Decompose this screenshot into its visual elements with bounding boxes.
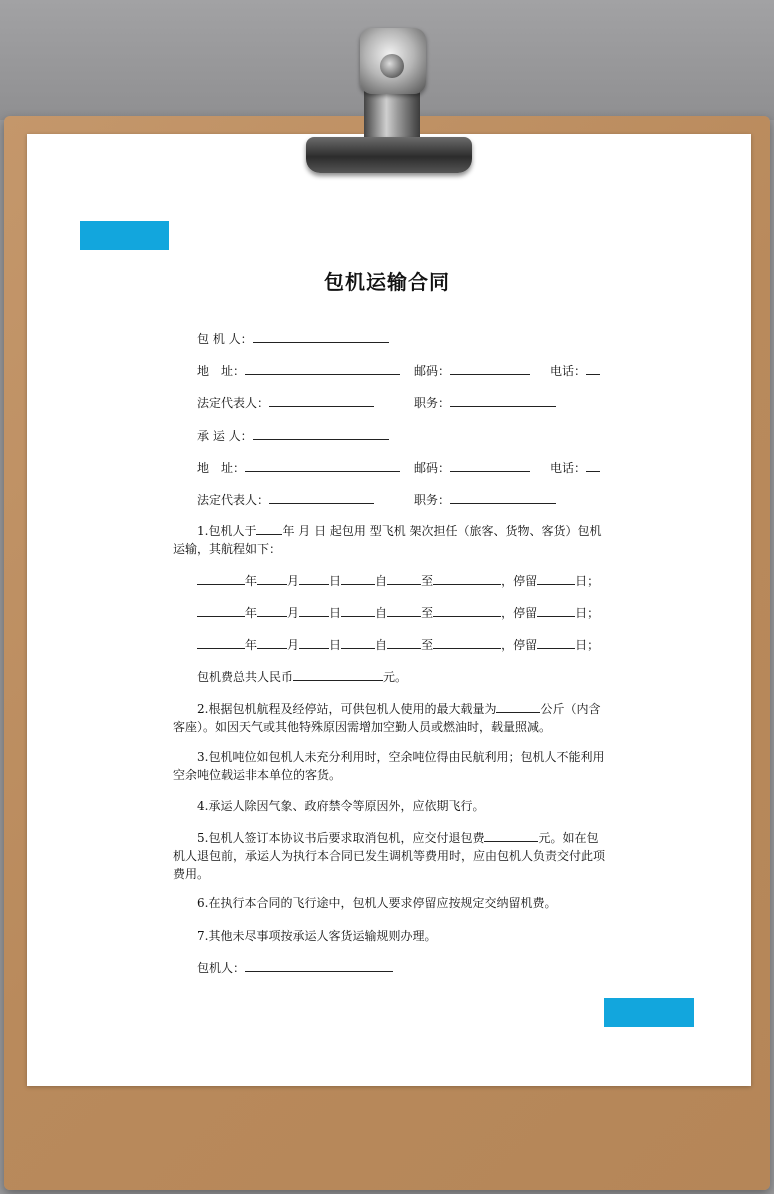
carrier-name-field[interactable] (253, 427, 389, 440)
route-year-label: 年 (245, 606, 258, 620)
clause-7: 7.其他未尽事项按承运人客货运输规则办理。 (197, 929, 437, 943)
route-year-field[interactable] (197, 604, 245, 617)
route-year-field[interactable] (197, 636, 245, 649)
route-origin-field[interactable] (387, 572, 421, 585)
route-day-label: 日 (329, 638, 342, 652)
charterer-postcode-row (414, 362, 530, 379)
carrier-phone-field[interactable] (586, 459, 600, 472)
charterer-rep-field[interactable] (269, 394, 374, 407)
route-to-label: 至 (421, 574, 434, 588)
clause-5 (173, 829, 605, 883)
carrier-rep-label: 法定代表人： (197, 493, 270, 507)
route-to-label: 至 (421, 606, 434, 620)
accent-tag-bottom-right (604, 998, 694, 1027)
charter-fee-row (197, 668, 407, 685)
clause-2 (173, 700, 605, 736)
clause-1-text-a: 1.包机人于 (197, 524, 257, 538)
charterer-name-row (197, 330, 389, 347)
route-year-field[interactable] (197, 572, 245, 585)
route-to-label: 至 (421, 638, 434, 652)
route-days-label: 日； (575, 606, 600, 620)
route-month-field[interactable] (257, 636, 287, 649)
route-stay-field[interactable] (537, 636, 575, 649)
route-day-label: 日 (329, 574, 342, 588)
route-time-field[interactable] (341, 572, 375, 585)
carrier-postcode-row (414, 459, 530, 476)
route-from-label: 自 (375, 574, 388, 588)
route-row-3 (197, 636, 599, 653)
signature-row (197, 959, 393, 976)
clause-6: 6.在执行本合同的飞行途中，包机人要求停留应按规定交纳留机费。 (197, 896, 557, 910)
route-destination-field[interactable] (433, 572, 501, 585)
signature-label: 包机人： (197, 961, 246, 975)
clause-2-text-a: 2.根据包机航程及经停站，可供包机人使用的最大载量为 (197, 702, 497, 716)
route-row-2 (197, 604, 599, 621)
route-row-1 (197, 572, 599, 589)
route-month-field[interactable] (257, 572, 287, 585)
charterer-position-field[interactable] (450, 394, 556, 407)
accent-tag-top-left (80, 221, 169, 250)
route-days-label: 日； (575, 638, 600, 652)
cancel-fee-field[interactable] (484, 829, 538, 842)
carrier-address-field[interactable] (245, 459, 400, 472)
charterer-rep-label: 法定代表人： (197, 396, 270, 410)
signature-field[interactable] (245, 959, 393, 972)
route-stay-field[interactable] (537, 572, 575, 585)
charterer-postcode-label: 邮码： (414, 364, 451, 378)
charterer-rep-row (197, 394, 374, 411)
charterer-phone-label: 电话： (550, 364, 587, 378)
route-day-field[interactable] (299, 636, 329, 649)
route-stop-label: ，停留 (501, 606, 538, 620)
max-load-field[interactable] (496, 700, 540, 713)
clause-1-text-b: 年 月 日 起包用 型飞机 架次担任（旅客、货物、客货）包机运输，其航程如下： (173, 524, 602, 556)
route-time-field[interactable] (341, 604, 375, 617)
carrier-postcode-label: 邮码： (414, 461, 451, 475)
route-destination-field[interactable] (433, 636, 501, 649)
route-origin-field[interactable] (387, 604, 421, 617)
route-stay-field[interactable] (537, 604, 575, 617)
route-month-label: 月 (287, 606, 300, 620)
route-year-label: 年 (245, 638, 258, 652)
carrier-phone-label: 电话： (550, 461, 587, 475)
charterer-name-field[interactable] (253, 330, 389, 343)
clip-rivet (380, 54, 404, 78)
route-stop-label: ，停留 (501, 574, 538, 588)
route-month-label: 月 (287, 574, 300, 588)
charterer-position-label: 职务： (414, 396, 451, 410)
route-destination-field[interactable] (433, 604, 501, 617)
clip-base (306, 137, 472, 173)
clause-3: 3.包机吨位如包机人未充分利用时，空余吨位得由民航利用；包机人不能利用空余吨位载运非本单位的客货。 (173, 750, 605, 782)
clause-1-year-field[interactable] (256, 522, 282, 535)
document-title: 包机运输合同 (324, 270, 450, 294)
route-origin-field[interactable] (387, 636, 421, 649)
clause-4: 4.承运人除因气象、政府禁令等原因外，应依期飞行。 (197, 799, 485, 813)
route-time-field[interactable] (341, 636, 375, 649)
carrier-address-row (197, 459, 400, 476)
route-days-label: 日； (575, 574, 600, 588)
route-day-field[interactable] (299, 572, 329, 585)
charterer-phone-field[interactable] (586, 362, 600, 375)
carrier-name-row (197, 427, 389, 444)
charter-fee-field[interactable] (293, 668, 383, 681)
charterer-position-row (414, 394, 556, 411)
route-from-label: 自 (375, 606, 388, 620)
charterer-name-label: 包 机 人： (197, 332, 253, 346)
carrier-rep-field[interactable] (269, 491, 374, 504)
charterer-address-row (197, 362, 400, 379)
charter-fee-suffix: 元。 (383, 670, 408, 684)
charterer-address-label: 地 址： (197, 364, 246, 378)
carrier-rep-row (197, 491, 374, 508)
clip-plate (364, 88, 420, 144)
clause-1 (173, 522, 605, 558)
route-stop-label: ，停留 (501, 638, 538, 652)
carrier-position-row (414, 491, 556, 508)
charterer-postcode-field[interactable] (450, 362, 530, 375)
clause-2-text-b: 公斤（内含客座）。如因天气或其他特殊原因需增加空勤人员或燃油时，载量照减。 (173, 702, 601, 734)
route-month-field[interactable] (257, 604, 287, 617)
carrier-position-field[interactable] (450, 491, 556, 504)
clause-5-text-b: 元。如在包机人退包前，承运人为执行本合同已发生调机等费用时，应由包机人负责交付此项费用。 (173, 831, 606, 881)
carrier-address-label: 地 址： (197, 461, 246, 475)
route-month-label: 月 (287, 638, 300, 652)
route-day-label: 日 (329, 606, 342, 620)
carrier-phone-row (550, 459, 600, 476)
route-year-label: 年 (245, 574, 258, 588)
charterer-phone-row (550, 362, 600, 379)
carrier-name-label: 承 运 人： (197, 429, 253, 443)
route-day-field[interactable] (299, 604, 329, 617)
charter-fee-label: 包机费总共人民币 (197, 670, 294, 684)
route-from-label: 自 (375, 638, 388, 652)
carrier-position-label: 职务： (414, 493, 451, 507)
carrier-postcode-field[interactable] (450, 459, 530, 472)
charterer-address-field[interactable] (245, 362, 400, 375)
clause-5-text-a: 5.包机人签订本协议书后要求取消包机，应交付退包费 (197, 831, 485, 845)
